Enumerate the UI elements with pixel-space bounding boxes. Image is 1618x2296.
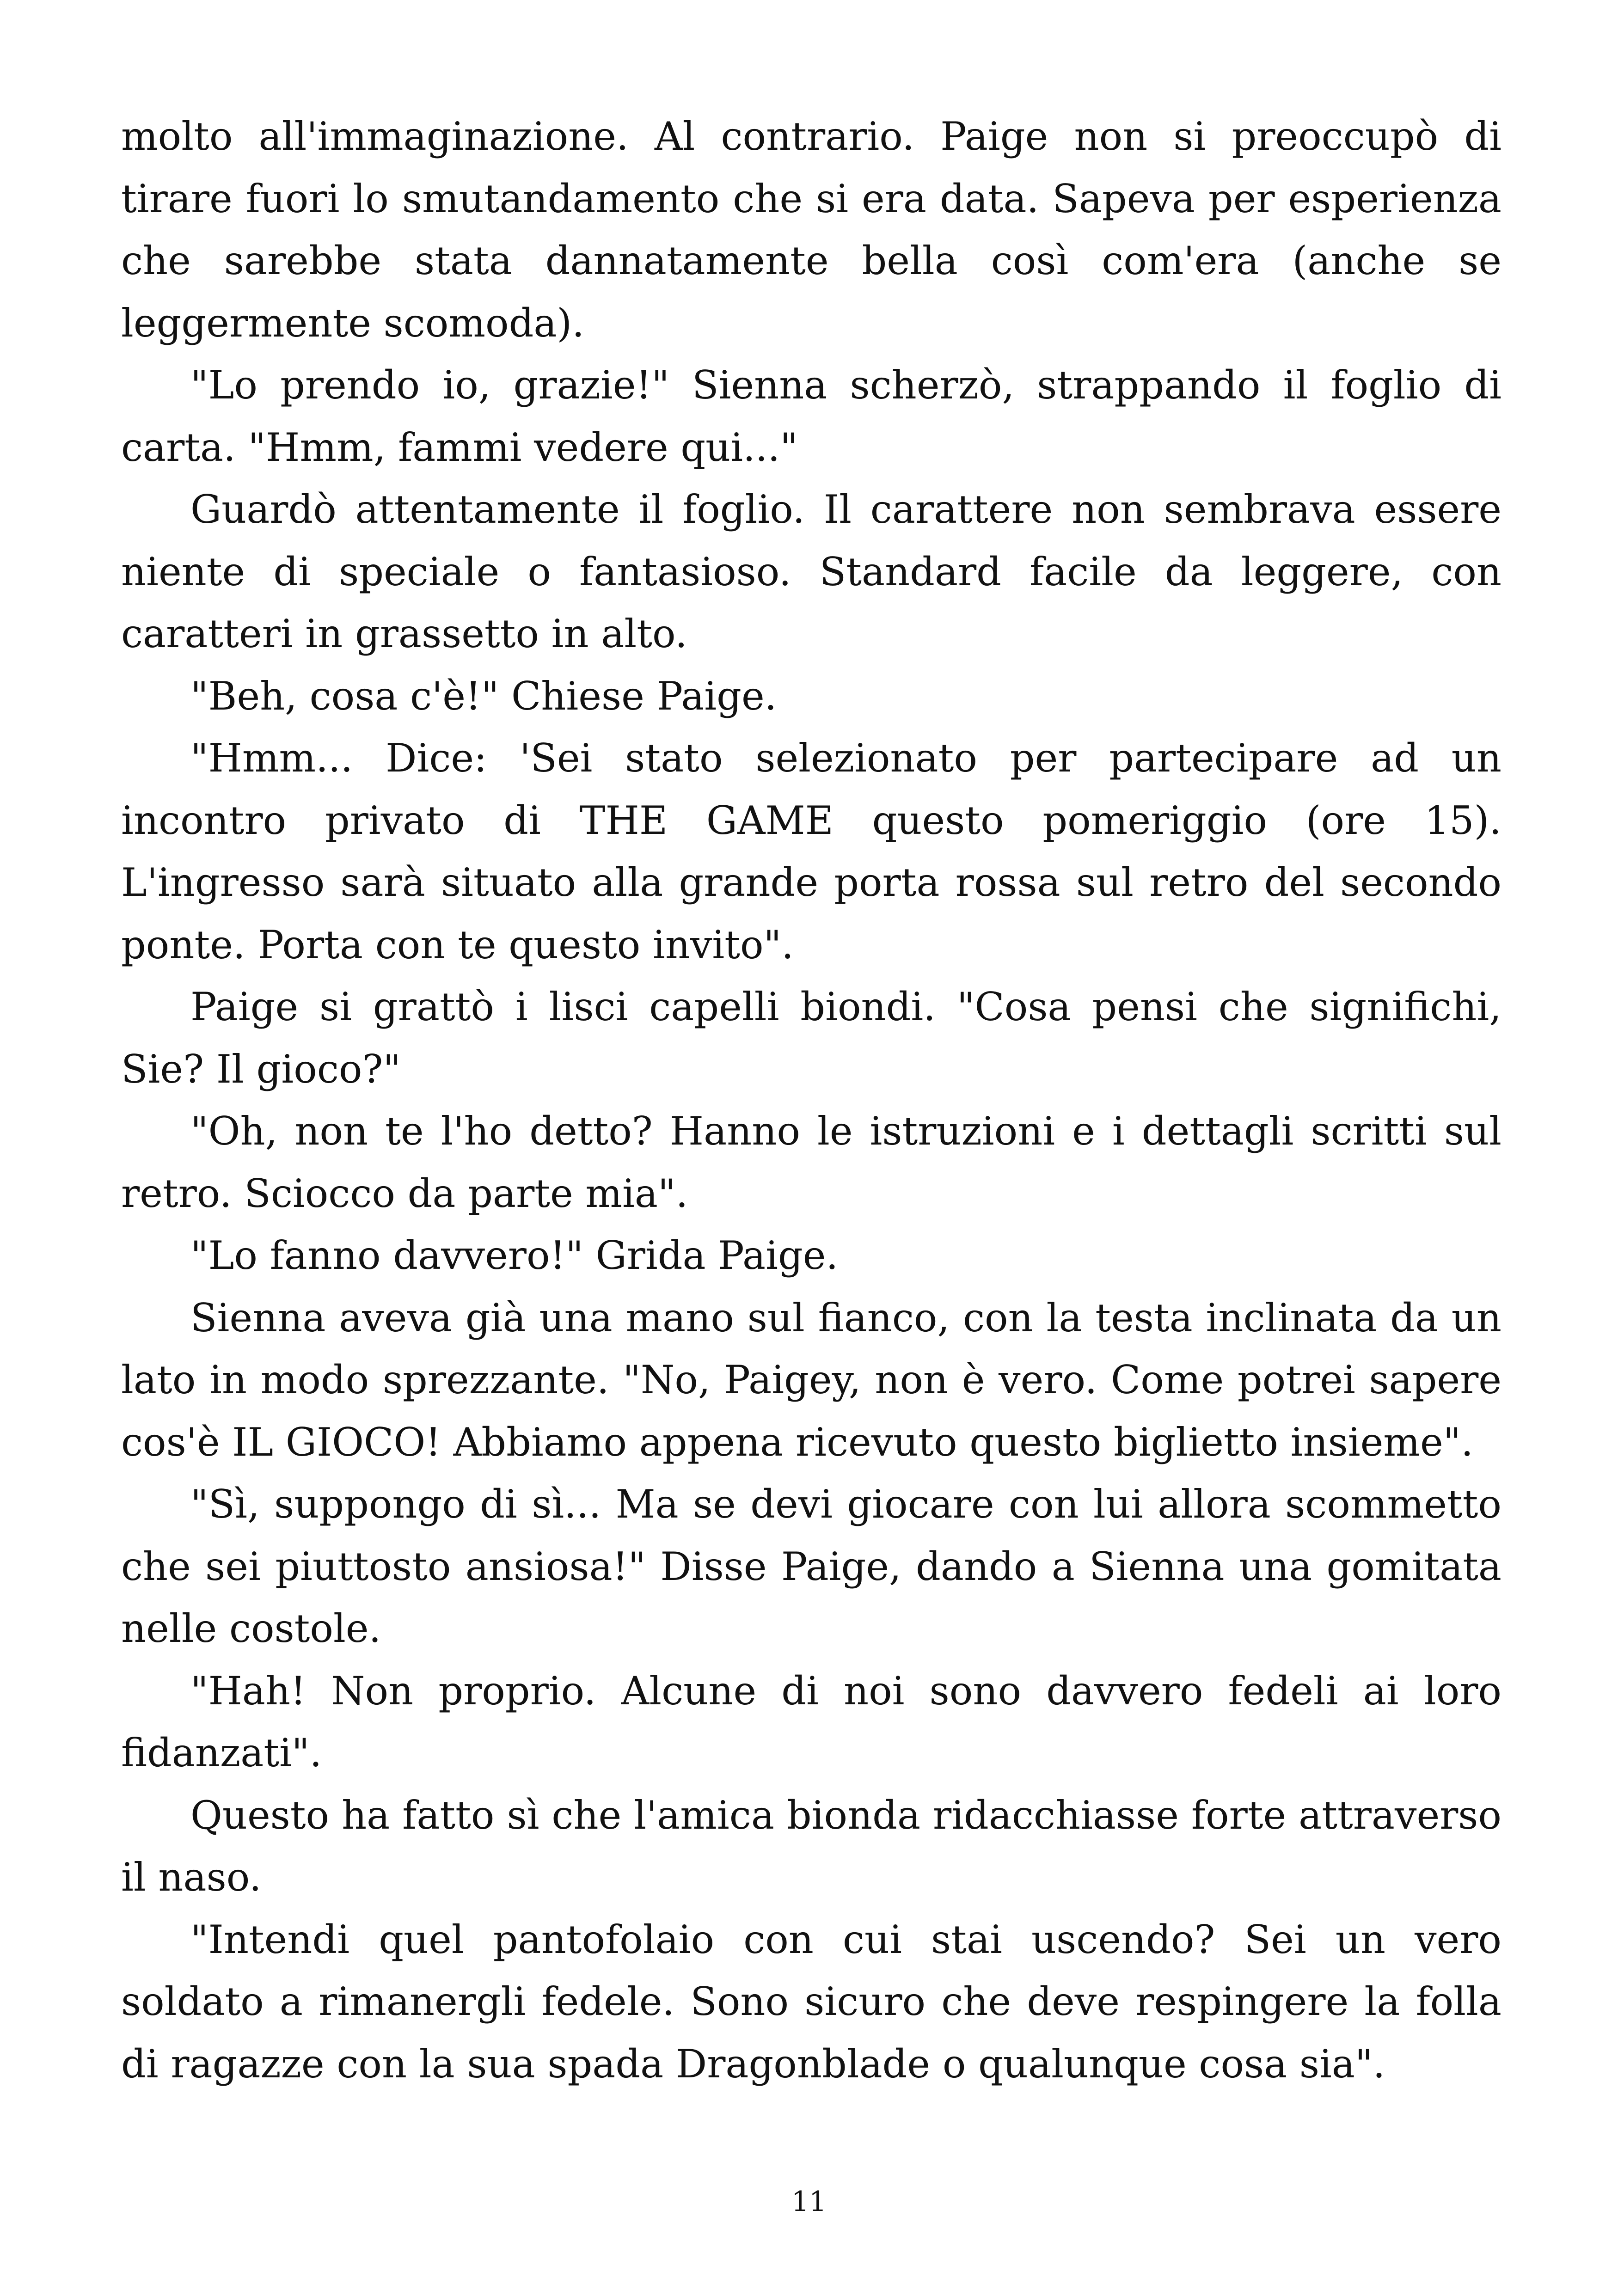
paragraph: Questo ha fatto sì che l'amica bionda ridacchiasse forte attraverso il naso. (121, 1792, 1502, 1900)
page-body (121, 105, 1502, 2095)
paragraph: "Beh, cosa c'è!" Chiese Paige. (190, 673, 777, 719)
paragraph: "Lo fanno davvero!" Grida Paige. (190, 1233, 839, 1278)
paragraph: Paige si grattò i lisci capelli biondi. "Cosa pensi che significhi, Sie? Il gioco?" (121, 984, 1502, 1092)
paragraph: "Sì, suppongo di sì... Ma se devi giocare con lui allora scommetto che sei piuttosto ansiosa!" Disse Paige, dando a Sienna una gomitata nelle costole. (121, 1482, 1502, 1651)
paragraph: "Lo prendo io, grazie!" Sienna scherzò, strappando il foglio di carta. "Hmm, fammi vedere qui..." (121, 362, 1502, 470)
paragraph: "Hah! Non proprio. Alcune di noi sono davvero fedeli ai loro fidanzati". (121, 1668, 1502, 1776)
paragraph: "Intendi quel pantofolaio con cui stai uscendo? Sei un vero soldato a rimanergli fedele. Sono sicuro che deve respingere la folla di ragazze con la sua spada Dragonblade o qualunque cosa sia". (121, 1916, 1502, 2087)
paragraph: molto all'immaginazione. Al contrario. Paige non si preoccupò di tirare fuori lo smutandamento che si era data. Sapeva per esperienza che sarebbe stata dannatamente bella così com'era (anche se leggermente scomoda). (121, 114, 1502, 346)
page-number: 11 (791, 2186, 827, 2218)
paragraph: "Hmm... Dice: 'Sei stato selezionato per partecipare ad un incontro privato di THE GAME questo pomeriggio (ore 15). L'ingresso sarà situato alla grande porta rossa sul retro del secondo ponte. Porta con te questo invito". (121, 735, 1502, 967)
paragraph: Guardò attentamente il foglio. Il carattere non sembrava essere niente di speciale o fantasioso. Standard facile da leggere, con caratteri in grassetto in alto. (121, 487, 1502, 656)
paragraph: Sienna aveva già una mano sul fianco, con la testa inclinata da un lato in modo sprezzante. "No, Paigey, non è vero. Come potrei sapere cos'è IL GIOCO! Abbiamo appena ricevuto questo biglietto insieme". (121, 1295, 1502, 1465)
paragraph: "Oh, non te l'ho detto? Hanno le istruzioni e i dettagli scritti sul retro. Sciocco da parte mia". (121, 1108, 1502, 1216)
